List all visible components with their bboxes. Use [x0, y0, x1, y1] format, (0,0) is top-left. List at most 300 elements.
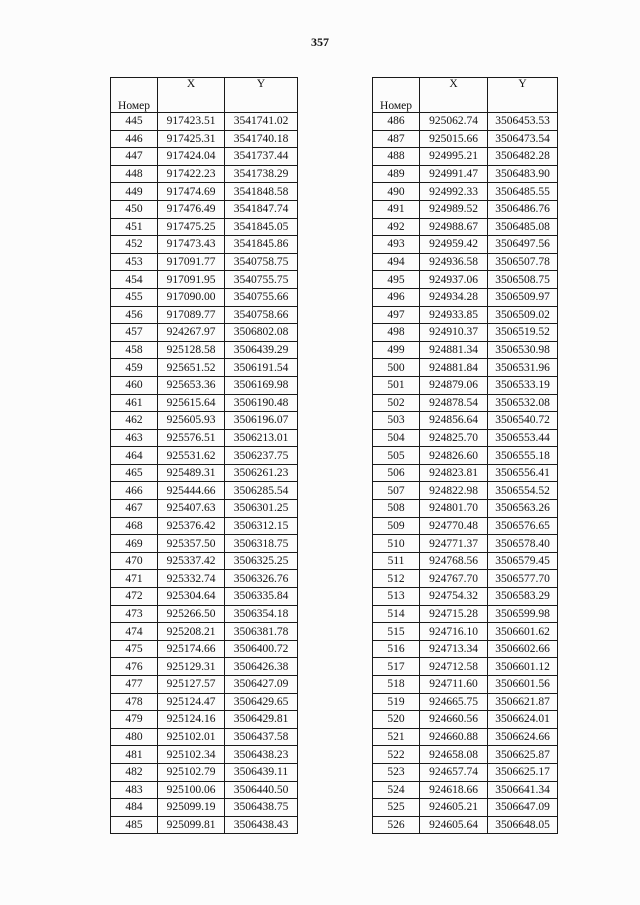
x-coordinate-cell: 917091.95: [158, 271, 225, 289]
y-coordinate-cell: 3506439.29: [225, 341, 298, 359]
table-header-row: [373, 78, 558, 113]
y-coordinate-cell: 3506325.25: [225, 552, 298, 570]
table-row: [111, 341, 298, 359]
x-coordinate-cell: 925332.74: [158, 570, 225, 588]
y-coordinate-cell: 3506335.84: [225, 588, 298, 606]
table-row: [373, 482, 558, 500]
y-coordinate-cell: 3506601.62: [488, 623, 558, 641]
y-coordinate-cell: 3506601.56: [488, 676, 558, 694]
y-coordinate-cell: 3506482.28: [488, 148, 558, 166]
table-row: [111, 359, 298, 377]
x-coordinate-cell: 924910.37: [420, 324, 488, 342]
x-coordinate-cell: 924605.64: [420, 816, 488, 834]
x-coordinate-cell: 925651.52: [158, 359, 225, 377]
x-coordinate-cell: 925531.62: [158, 447, 225, 465]
table-row: [111, 640, 298, 658]
point-number-cell: 449: [111, 183, 158, 201]
x-coordinate-cell: 917091.77: [158, 253, 225, 271]
y-coordinate-cell: 3506429.81: [225, 711, 298, 729]
point-number-cell: 515: [373, 623, 420, 641]
table-row: [111, 605, 298, 623]
table-row: [373, 728, 558, 746]
x-coordinate-cell: 924665.75: [420, 693, 488, 711]
table-row: [373, 324, 558, 342]
table-row: [111, 200, 298, 218]
table-row: [111, 253, 298, 271]
x-coordinate-cell: 925444.66: [158, 482, 225, 500]
table-row: [373, 253, 558, 271]
y-coordinate-cell: 3506577.70: [488, 570, 558, 588]
point-number-cell: 470: [111, 552, 158, 570]
x-coordinate-cell: 924992.33: [420, 183, 488, 201]
point-number-cell: 494: [373, 253, 420, 271]
point-number-cell: 495: [373, 271, 420, 289]
table-row: [111, 711, 298, 729]
x-coordinate-cell: 917424.04: [158, 148, 225, 166]
x-coordinate-cell: 925062.74: [420, 113, 488, 131]
point-number-cell: 483: [111, 781, 158, 799]
table-row: [111, 165, 298, 183]
table-row: [373, 535, 558, 553]
table-row: [373, 236, 558, 254]
x-coordinate-cell: 917422.23: [158, 165, 225, 183]
x-coordinate-cell: 925015.66: [420, 130, 488, 148]
point-number-cell: 491: [373, 200, 420, 218]
x-coordinate-cell: 924716.10: [420, 623, 488, 641]
y-coordinate-cell: 3506563.26: [488, 500, 558, 518]
table-row: [111, 763, 298, 781]
point-number-cell: 501: [373, 376, 420, 394]
table-row: [373, 288, 558, 306]
point-number-cell: 448: [111, 165, 158, 183]
table-row: [111, 482, 298, 500]
point-number-cell: 513: [373, 588, 420, 606]
point-number-cell: 472: [111, 588, 158, 606]
y-coordinate-cell: 3506429.65: [225, 693, 298, 711]
table-row: [373, 500, 558, 518]
x-coordinate-cell: 924881.34: [420, 341, 488, 359]
header-number: Номер: [373, 78, 420, 113]
table-row: [373, 200, 558, 218]
point-number-cell: 509: [373, 517, 420, 535]
table-row: [111, 447, 298, 465]
table-row: [373, 588, 558, 606]
point-number-cell: 516: [373, 640, 420, 658]
x-coordinate-cell: 917475.25: [158, 218, 225, 236]
y-coordinate-cell: 3506555.18: [488, 447, 558, 465]
point-number-cell: 480: [111, 728, 158, 746]
table-row: [373, 183, 558, 201]
y-coordinate-cell: 3506578.40: [488, 535, 558, 553]
table-row: [111, 799, 298, 817]
point-number-cell: 458: [111, 341, 158, 359]
x-coordinate-cell: 924995.21: [420, 148, 488, 166]
coordinates-table-right: [372, 77, 558, 834]
point-number-cell: 474: [111, 623, 158, 641]
x-coordinate-cell: 925376.42: [158, 517, 225, 535]
point-number-cell: 502: [373, 394, 420, 412]
y-coordinate-cell: 3506312.15: [225, 517, 298, 535]
y-coordinate-cell: 3506473.54: [488, 130, 558, 148]
point-number-cell: 497: [373, 306, 420, 324]
point-number-cell: 461: [111, 394, 158, 412]
x-coordinate-cell: 924767.70: [420, 570, 488, 588]
table-row: [373, 658, 558, 676]
header-number: Номер: [111, 78, 158, 113]
table-row: [373, 570, 558, 588]
x-coordinate-cell: 924770.48: [420, 517, 488, 535]
point-number-cell: 512: [373, 570, 420, 588]
y-coordinate-cell: 3506439.11: [225, 763, 298, 781]
y-coordinate-cell: 3506453.53: [488, 113, 558, 131]
header-y: Y: [225, 78, 298, 113]
y-coordinate-cell: 3506624.66: [488, 728, 558, 746]
y-coordinate-cell: 3506519.52: [488, 324, 558, 342]
x-coordinate-cell: 925102.34: [158, 746, 225, 764]
x-coordinate-cell: 924713.34: [420, 640, 488, 658]
y-coordinate-cell: 3506497.56: [488, 236, 558, 254]
x-coordinate-cell: 924823.81: [420, 464, 488, 482]
table-row: [373, 799, 558, 817]
y-coordinate-cell: 3506802.08: [225, 324, 298, 342]
table-row: [111, 816, 298, 834]
point-number-cell: 489: [373, 165, 420, 183]
table-row: [373, 376, 558, 394]
y-coordinate-cell: 3540755.75: [225, 271, 298, 289]
y-coordinate-cell: 3541737.44: [225, 148, 298, 166]
point-number-cell: 517: [373, 658, 420, 676]
table-row: [373, 640, 558, 658]
coordinates-table-left: [110, 77, 298, 834]
x-coordinate-cell: 924768.56: [420, 552, 488, 570]
point-number-cell: 505: [373, 447, 420, 465]
point-number-cell: 451: [111, 218, 158, 236]
table-row: [111, 183, 298, 201]
x-coordinate-cell: 924933.85: [420, 306, 488, 324]
y-coordinate-cell: 3506583.29: [488, 588, 558, 606]
x-coordinate-cell: 917473.43: [158, 236, 225, 254]
y-coordinate-cell: 3506507.78: [488, 253, 558, 271]
table-row: [111, 500, 298, 518]
table-row: [111, 394, 298, 412]
point-number-cell: 479: [111, 711, 158, 729]
y-coordinate-cell: 3506509.02: [488, 306, 558, 324]
point-number-cell: 486: [373, 113, 420, 131]
y-coordinate-cell: 3506625.87: [488, 746, 558, 764]
point-number-cell: 484: [111, 799, 158, 817]
table-row: [111, 306, 298, 324]
point-number-cell: 455: [111, 288, 158, 306]
y-coordinate-cell: 3506531.96: [488, 359, 558, 377]
x-coordinate-cell: 924660.56: [420, 711, 488, 729]
table-row: [111, 728, 298, 746]
point-number-cell: 499: [373, 341, 420, 359]
x-coordinate-cell: 925124.16: [158, 711, 225, 729]
table-row: [373, 359, 558, 377]
y-coordinate-cell: 3506437.58: [225, 728, 298, 746]
x-coordinate-cell: 925124.47: [158, 693, 225, 711]
y-coordinate-cell: 3506602.66: [488, 640, 558, 658]
x-coordinate-cell: 924618.66: [420, 781, 488, 799]
x-coordinate-cell: 925357.50: [158, 535, 225, 553]
point-number-cell: 500: [373, 359, 420, 377]
y-coordinate-cell: 3506486.76: [488, 200, 558, 218]
x-coordinate-cell: 924936.58: [420, 253, 488, 271]
x-coordinate-cell: 924657.74: [420, 763, 488, 781]
point-number-cell: 520: [373, 711, 420, 729]
x-coordinate-cell: 924959.42: [420, 236, 488, 254]
x-coordinate-cell: 924879.06: [420, 376, 488, 394]
table-row: [111, 535, 298, 553]
point-number-cell: 460: [111, 376, 158, 394]
x-coordinate-cell: 925576.51: [158, 429, 225, 447]
y-coordinate-cell: 3506599.98: [488, 605, 558, 623]
x-coordinate-cell: 924267.97: [158, 324, 225, 342]
header-y: Y: [488, 78, 558, 113]
x-coordinate-cell: 917090.00: [158, 288, 225, 306]
point-number-cell: 503: [373, 412, 420, 430]
x-coordinate-cell: 924825.70: [420, 429, 488, 447]
y-coordinate-cell: 3506509.97: [488, 288, 558, 306]
point-number-cell: 523: [373, 763, 420, 781]
table-row: [111, 623, 298, 641]
x-coordinate-cell: 924711.60: [420, 676, 488, 694]
point-number-cell: 465: [111, 464, 158, 482]
x-coordinate-cell: 917425.31: [158, 130, 225, 148]
table-row: [373, 711, 558, 729]
table-row: [373, 816, 558, 834]
y-coordinate-cell: 3506485.08: [488, 218, 558, 236]
point-number-cell: 469: [111, 535, 158, 553]
table-row: [111, 429, 298, 447]
y-coordinate-cell: 3506169.98: [225, 376, 298, 394]
table-row: [373, 429, 558, 447]
x-coordinate-cell: 925099.81: [158, 816, 225, 834]
table-row: [373, 130, 558, 148]
x-coordinate-cell: 924605.21: [420, 799, 488, 817]
x-coordinate-cell: 925174.66: [158, 640, 225, 658]
x-coordinate-cell: 924826.60: [420, 447, 488, 465]
point-number-cell: 521: [373, 728, 420, 746]
header-x: X: [420, 78, 488, 113]
y-coordinate-cell: 3506196.07: [225, 412, 298, 430]
point-number-cell: 466: [111, 482, 158, 500]
point-number-cell: 498: [373, 324, 420, 342]
table-row: [373, 394, 558, 412]
y-coordinate-cell: 3541740.18: [225, 130, 298, 148]
y-coordinate-cell: 3506440.50: [225, 781, 298, 799]
table-row: [111, 552, 298, 570]
y-coordinate-cell: 3506601.12: [488, 658, 558, 676]
y-coordinate-cell: 3506285.54: [225, 482, 298, 500]
y-coordinate-cell: 3506318.75: [225, 535, 298, 553]
table-row: [111, 130, 298, 148]
y-coordinate-cell: 3540755.66: [225, 288, 298, 306]
point-number-cell: 493: [373, 236, 420, 254]
table-row: [111, 693, 298, 711]
y-coordinate-cell: 3506381.78: [225, 623, 298, 641]
y-coordinate-cell: 3506261.23: [225, 464, 298, 482]
table-row: [111, 218, 298, 236]
y-coordinate-cell: 3506326.76: [225, 570, 298, 588]
point-number-cell: 526: [373, 816, 420, 834]
x-coordinate-cell: 924881.84: [420, 359, 488, 377]
point-number-cell: 481: [111, 746, 158, 764]
x-coordinate-cell: 925615.64: [158, 394, 225, 412]
x-coordinate-cell: 925127.57: [158, 676, 225, 694]
x-coordinate-cell: 925129.31: [158, 658, 225, 676]
y-coordinate-cell: 3506301.25: [225, 500, 298, 518]
y-coordinate-cell: 3506624.01: [488, 711, 558, 729]
table-row: [111, 570, 298, 588]
x-coordinate-cell: 924822.98: [420, 482, 488, 500]
table-row: [373, 306, 558, 324]
x-coordinate-cell: 917476.49: [158, 200, 225, 218]
table-row: [373, 517, 558, 535]
table-row: [373, 447, 558, 465]
table-row: [111, 517, 298, 535]
table-row: [373, 412, 558, 430]
y-coordinate-cell: 3506438.43: [225, 816, 298, 834]
point-number-cell: 507: [373, 482, 420, 500]
point-number-cell: 514: [373, 605, 420, 623]
point-number-cell: 453: [111, 253, 158, 271]
y-coordinate-cell: 3541848.58: [225, 183, 298, 201]
point-number-cell: 477: [111, 676, 158, 694]
y-coordinate-cell: 3506400.72: [225, 640, 298, 658]
point-number-cell: 487: [373, 130, 420, 148]
point-number-cell: 446: [111, 130, 158, 148]
table-row: [373, 113, 558, 131]
table-row: [111, 288, 298, 306]
y-coordinate-cell: 3506556.41: [488, 464, 558, 482]
point-number-cell: 511: [373, 552, 420, 570]
table-body: [111, 113, 298, 834]
x-coordinate-cell: 917089.77: [158, 306, 225, 324]
x-coordinate-cell: 925208.21: [158, 623, 225, 641]
y-coordinate-cell: 3506530.98: [488, 341, 558, 359]
x-coordinate-cell: 924991.47: [420, 165, 488, 183]
table-row: [373, 218, 558, 236]
x-coordinate-cell: 925102.01: [158, 728, 225, 746]
table-row: [373, 693, 558, 711]
page-number: 357: [311, 35, 329, 49]
table-row: [373, 552, 558, 570]
point-number-cell: 467: [111, 500, 158, 518]
point-number-cell: 454: [111, 271, 158, 289]
point-number-cell: 450: [111, 200, 158, 218]
y-coordinate-cell: 3506213.01: [225, 429, 298, 447]
table-row: [111, 676, 298, 694]
point-number-cell: 471: [111, 570, 158, 588]
point-number-cell: 506: [373, 464, 420, 482]
table-row: [111, 746, 298, 764]
table-row: [373, 623, 558, 641]
table-row: [373, 781, 558, 799]
table-row: [111, 236, 298, 254]
y-coordinate-cell: 3506540.72: [488, 412, 558, 430]
point-number-cell: 508: [373, 500, 420, 518]
x-coordinate-cell: 924658.08: [420, 746, 488, 764]
point-number-cell: 490: [373, 183, 420, 201]
y-coordinate-cell: 3540758.75: [225, 253, 298, 271]
point-number-cell: 519: [373, 693, 420, 711]
x-coordinate-cell: 925102.79: [158, 763, 225, 781]
table-row: [111, 464, 298, 482]
x-coordinate-cell: 925605.93: [158, 412, 225, 430]
y-coordinate-cell: 3506554.52: [488, 482, 558, 500]
y-coordinate-cell: 3506191.54: [225, 359, 298, 377]
x-coordinate-cell: 924989.52: [420, 200, 488, 218]
table-row: [111, 588, 298, 606]
y-coordinate-cell: 3541845.05: [225, 218, 298, 236]
y-coordinate-cell: 3541845.86: [225, 236, 298, 254]
point-number-cell: 488: [373, 148, 420, 166]
y-coordinate-cell: 3506438.75: [225, 799, 298, 817]
x-coordinate-cell: 924660.88: [420, 728, 488, 746]
y-coordinate-cell: 3506485.55: [488, 183, 558, 201]
point-number-cell: 522: [373, 746, 420, 764]
x-coordinate-cell: 924712.58: [420, 658, 488, 676]
x-coordinate-cell: 924771.37: [420, 535, 488, 553]
y-coordinate-cell: 3541741.02: [225, 113, 298, 131]
point-number-cell: 464: [111, 447, 158, 465]
x-coordinate-cell: 925266.50: [158, 605, 225, 623]
y-coordinate-cell: 3506625.17: [488, 763, 558, 781]
point-number-cell: 456: [111, 306, 158, 324]
table-row: [111, 324, 298, 342]
point-number-cell: 457: [111, 324, 158, 342]
table-row: [373, 271, 558, 289]
x-coordinate-cell: 925489.31: [158, 464, 225, 482]
table-row: [373, 746, 558, 764]
table-row: [111, 412, 298, 430]
point-number-cell: 525: [373, 799, 420, 817]
x-coordinate-cell: 925099.19: [158, 799, 225, 817]
point-number-cell: 452: [111, 236, 158, 254]
table-row: [373, 148, 558, 166]
table-row: [373, 605, 558, 623]
point-number-cell: 475: [111, 640, 158, 658]
table-row: [111, 781, 298, 799]
y-coordinate-cell: 3506621.87: [488, 693, 558, 711]
table-body: [373, 113, 558, 834]
y-coordinate-cell: 3506190.48: [225, 394, 298, 412]
y-coordinate-cell: 3506438.23: [225, 746, 298, 764]
x-coordinate-cell: 924937.06: [420, 271, 488, 289]
point-number-cell: 518: [373, 676, 420, 694]
y-coordinate-cell: 3506576.65: [488, 517, 558, 535]
y-coordinate-cell: 3506237.75: [225, 447, 298, 465]
table-row: [373, 464, 558, 482]
x-coordinate-cell: 924754.32: [420, 588, 488, 606]
x-coordinate-cell: 924878.54: [420, 394, 488, 412]
x-coordinate-cell: 924715.28: [420, 605, 488, 623]
y-coordinate-cell: 3506641.34: [488, 781, 558, 799]
y-coordinate-cell: 3506553.44: [488, 429, 558, 447]
x-coordinate-cell: 924988.67: [420, 218, 488, 236]
table-row: [373, 165, 558, 183]
point-number-cell: 462: [111, 412, 158, 430]
y-coordinate-cell: 3506427.09: [225, 676, 298, 694]
point-number-cell: 468: [111, 517, 158, 535]
y-coordinate-cell: 3506508.75: [488, 271, 558, 289]
table-row: [111, 148, 298, 166]
point-number-cell: 492: [373, 218, 420, 236]
point-number-cell: 447: [111, 148, 158, 166]
point-number-cell: 510: [373, 535, 420, 553]
table-row: [373, 341, 558, 359]
